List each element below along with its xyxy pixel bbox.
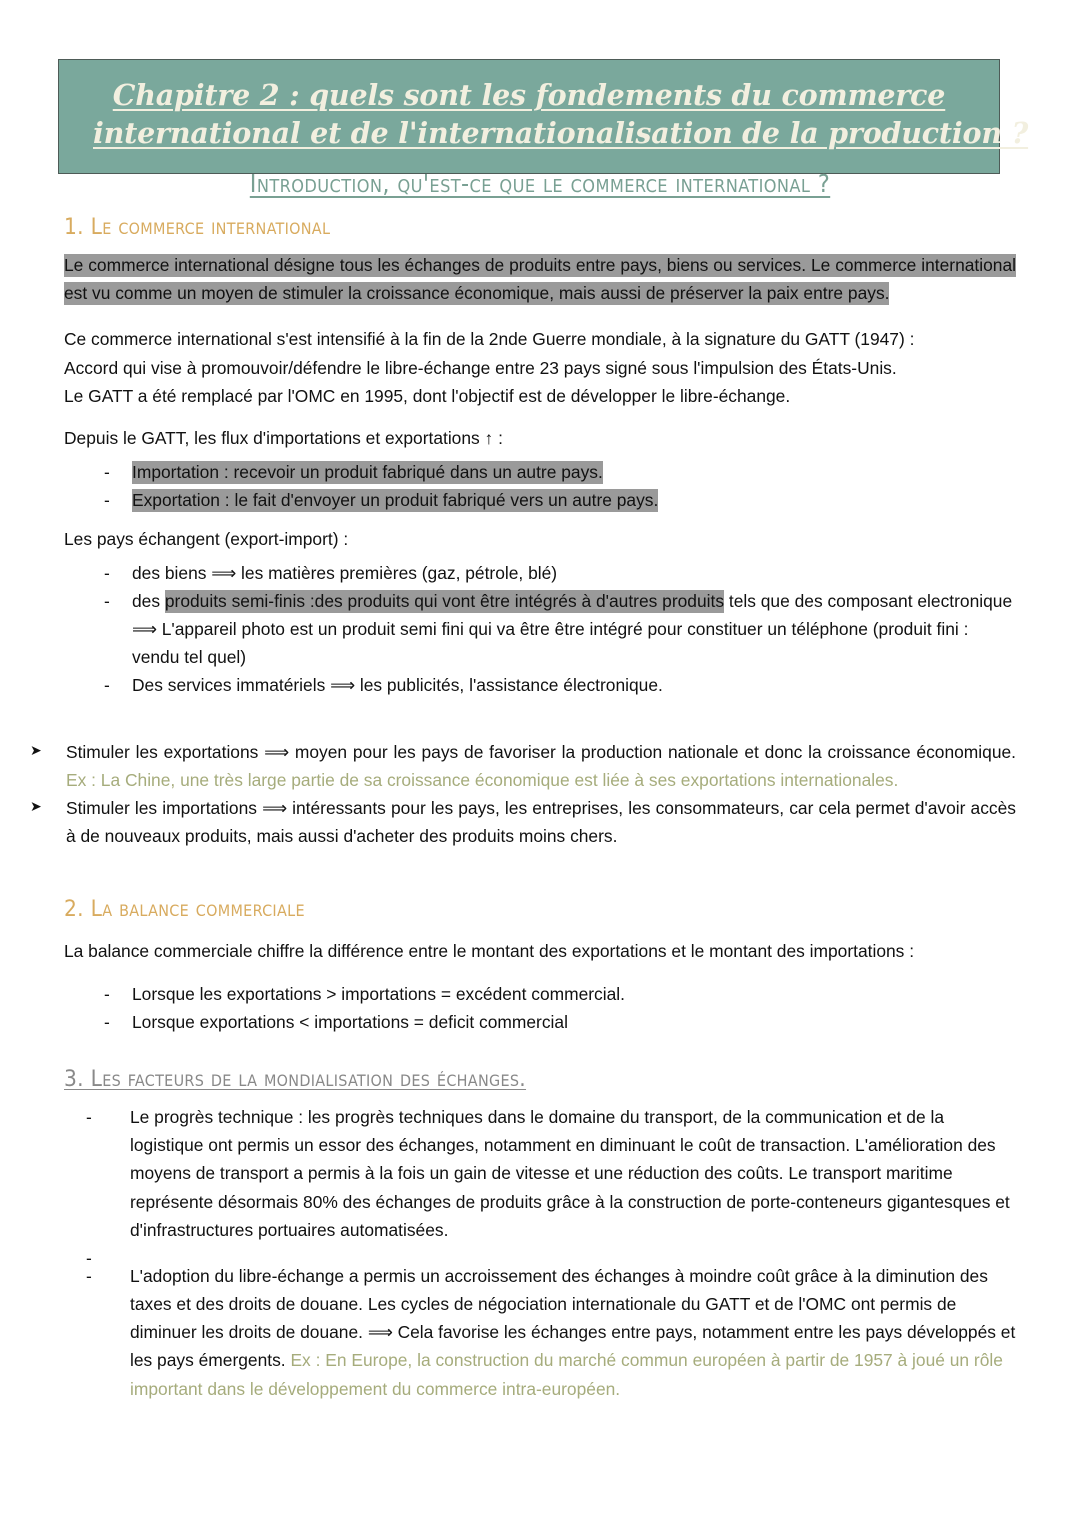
section-2-paragraph: La balance commerciale chiffre la différence entre le montant des exportations et le montant des importations :: [64, 941, 915, 962]
list-item: - Lorsque exportations < importations = deficit commercial: [64, 1008, 1016, 1036]
list-item: [64, 559, 1016, 587]
chapter-title-line-1: Chapitre 2 : quels sont les fondements du commerce: [112, 78, 946, 112]
stimulate-exports-text: Stimuler les exportations ⟹ moyen pour les pays de favoriser la production nationale et donc la croissance économique.: [66, 741, 1016, 762]
section-1-heading: 1. Le commerce international: [64, 214, 331, 240]
stimulate-points-list: [64, 738, 1016, 851]
section-1-exchange-paragraph: Les pays échangent (export-import) :: [64, 528, 349, 549]
list-item: [64, 1103, 1016, 1244]
list-item: [64, 671, 1016, 699]
factor-free-trade-example: Ex : En Europe, la construction du marché commun européen à partir de 1957 à joué un rôle important dans le développement du commerce intra-européen.: [130, 1350, 1003, 1399]
list-item: [16, 738, 1016, 794]
section-1-flux-paragraph: Depuis le GATT, les flux d'importations et exportations ↑ :: [64, 427, 503, 448]
list-item: [64, 587, 1016, 672]
highlighted-definition: Le commerce international désigne tous les échanges de produits entre pays, biens ou services. Le commerce international est vu comme un moyen de stimuler la croissance économique, mais aussi de préserver la paix entre pays.: [64, 255, 1016, 304]
globalization-factors-list: [64, 1103, 1016, 1403]
section-1-gatt-line-3: Le GATT a été remplacé par l'OMC en 1995, dont l'objectif est de développer le libre-échange.: [64, 385, 791, 406]
list-spacer: [64, 1244, 1016, 1262]
list-item: [16, 794, 1016, 850]
list-item: - Lorsque les exportations > importations = excédent commercial.: [64, 980, 1016, 1008]
list-item: [64, 1262, 1016, 1403]
list-item: [64, 486, 1016, 514]
definition-exportation: Exportation : le fait d'envoyer un produit fabriqué vers un autre pays.: [132, 490, 659, 511]
balance-list: [64, 980, 1016, 1036]
services-text: Des services immatériels ⟹ les publicités, l'assistance électronique.: [132, 675, 663, 696]
chapter-title-line-2: international et de l'internationalisation de la production ?: [93, 115, 1029, 150]
section-1-definition-paragraph: [64, 251, 1016, 307]
section-2-heading: 2. La balance commerciale: [64, 896, 305, 923]
section-1-gatt-line-1: Ce commerce international s'est intensifié à la fin de la 2nde Guerre mondiale, à la signature du GATT (1947) :: [64, 329, 915, 350]
section-1-gatt-line-2: Accord qui vise à promouvoir/défendre le libre-échange entre 23 pays signé sous l'impulsion des États-Unis.: [64, 357, 897, 378]
semi-finished-prefix: des: [132, 590, 165, 611]
section-3-heading: 3. Les facteurs de la mondialisation des échanges.: [64, 1065, 527, 1092]
chapter-title-banner: [58, 59, 1029, 174]
list-item: [64, 458, 1016, 486]
definitions-list: [64, 458, 1016, 514]
semi-finished-rest: tels que des composant electronique ⟹ L'appareil photo est un produit semi fini qui va être être intégré pour constituer un téléphone (produit fini : vendu tel quel): [132, 590, 1013, 668]
semi-finished-highlight: produits semi-finis :des produits qui vont être intégrés à d'autres produits: [164, 590, 725, 611]
factor-free-trade: L'adoption du libre-échange a permis un accroissement des échanges à moindre coût grâce à la diminution des taxes et des droits de douane. Les cycles de négociation internationale du GATT et de l'OMC ont permis de diminuer les droits de douane. ⟹ Cela favorise les échanges entre pays, notamment entre les pays développés et les pays émergents.: [130, 1265, 1016, 1371]
definition-importation: Importation : recevoir un produit fabriqué dans un autre pays.: [132, 462, 603, 483]
stimulate-exports-example: Ex : La Chine, une très large partie de sa croissance économique est liée à ses exportations internationales.: [66, 769, 899, 790]
document-content: [64, 214, 1016, 1403]
exchange-types-list: [64, 559, 1016, 700]
exchange-goods-text: des biens ⟹ les matières premières (gaz, pétrole, blé): [132, 562, 558, 583]
stimulate-imports-text: Stimuler les importations ⟹ intéressants pour les pays, les entreprises, les consommateurs, car cela permet d'avoir accès à de nouveaux produits, mais aussi d'acheter des produits moins chers.: [66, 798, 1016, 847]
introduction-heading: Introduction, qu'est-ce que le commerce international ?: [249, 169, 831, 198]
factor-technical-progress: Le progrès technique : les progrès techniques dans le domaine du transport, de la communication et de la logistique ont permis un essor des échanges, notamment en diminuant le coût de transaction. L'amélioration des moyens de transport a permis à la fois un gain de vitesse et une réduction des coûts. Le transport maritime représente désormais 80% des échanges de produits grâce à la construction de porte-conteneurs gigantesques et d'infrastructures portuaires automatisées.: [130, 1106, 1010, 1240]
